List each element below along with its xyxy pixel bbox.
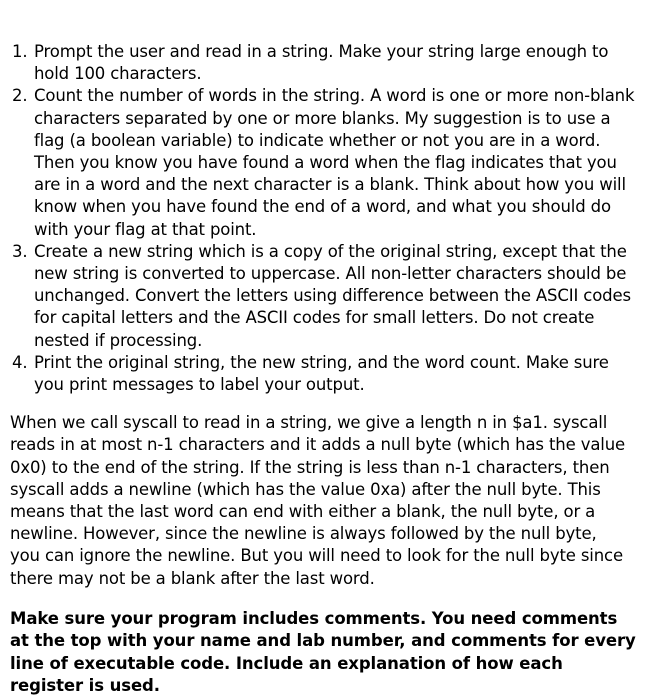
syscall-explanation-paragraph: When we call syscall to read in a string, we give a length n in $a1. syscall reads in at most n-1 characters and it adds a null byte (which has the value 0x0) to the end of the string. If the string is less than n-1 characters, then syscall adds a newline (which has the value 0xa) after the null byte. This means that the last word can end with either a blank, the null byte, or a newline. However, since the newline is always followed by the null byte, you can ignore the newline. But you will need to look for the null byte since there may not be a blank after the last word.	[10, 413, 626, 588]
list-item	[10, 85, 640, 240]
list-item-text: Print the original string, the new string, and the word count. Make sure you print messages to label your output.	[34, 352, 609, 395]
instructions-list	[10, 41, 640, 396]
list-item-text: Count the number of words in the string. A word is one or more non-blank characters separated by one or more blanks. My suggestion is to use a flag (a boolean variable) to indicate whether or not you are in a word. Then you know you have found a word when the flag indicates that you are in a word and the next character is a blank. Think about how you will know when you have found the end of a word, and what you should do with your flag at that point.	[34, 86, 635, 239]
list-item-text: Prompt the user and read in a string. Make your string large enough to hold 100 characters.	[34, 42, 609, 84]
list-item-text: Create a new string which is a copy of the original string, except that the new string is converted to uppercase. All non-letter characters should be unchanged. Convert the letters using difference between the ASCII codes for capital letters and the ASCII codes for small letters. Do not create nested if processing.	[34, 241, 631, 350]
list-item	[10, 241, 640, 352]
list-item-marker: 1.	[12, 42, 28, 61]
comments-requirement-paragraph: Make sure your program includes comments. You need comments at the top with your name and lab number, and comments for every line of executable code. Include an explanation of how each register is used.	[10, 608, 636, 696]
list-item	[10, 41, 640, 85]
list-item-marker: 2.	[12, 86, 28, 106]
list-item-marker: 3.	[12, 241, 28, 261]
list-item	[10, 352, 640, 396]
list-item-marker: 4.	[12, 352, 28, 372]
